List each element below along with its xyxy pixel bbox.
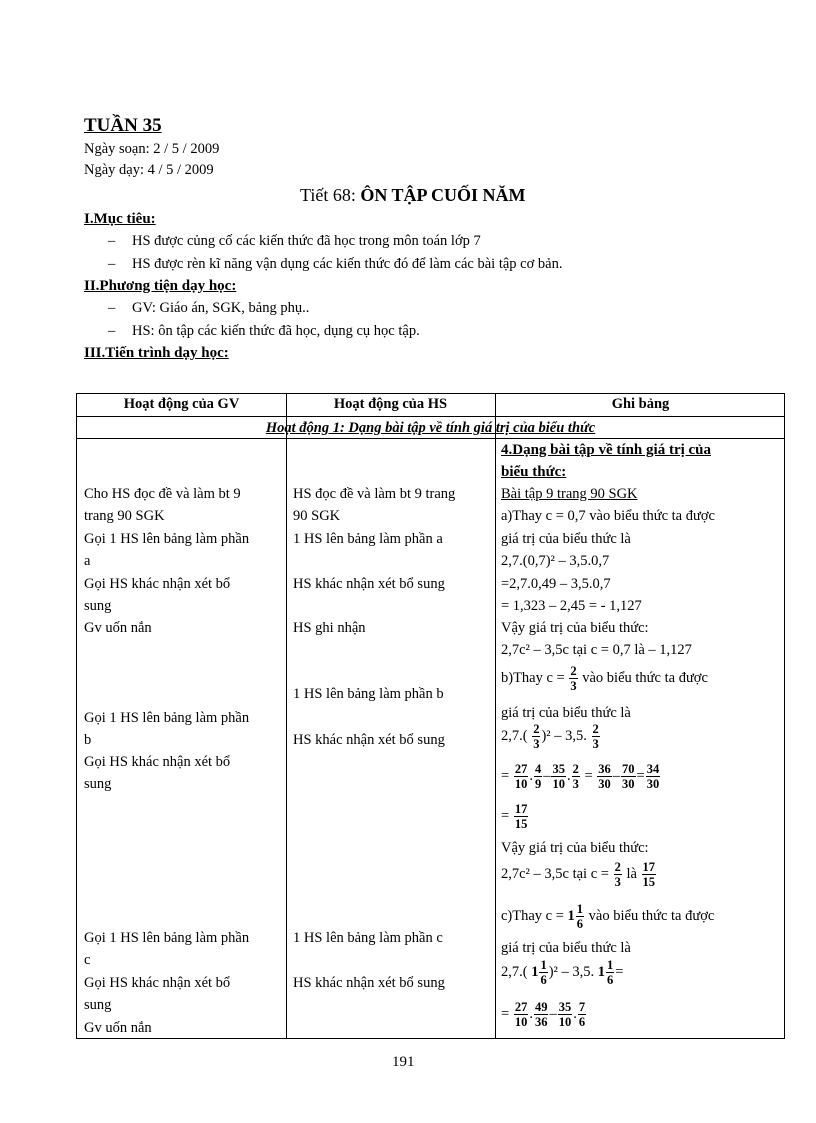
gv-text: Gọi HS khác nhận xét bổ	[84, 754, 231, 770]
hs-text: HS khác nhận xét bổ sung	[293, 975, 445, 991]
fraction: $\frac{2}{3}$	[533, 722, 540, 751]
board-heading: 4.Dạng bài tập về tính giá trị của	[501, 442, 712, 458]
board-line-c4: = $\frac{27}{10}$ . $\frac{49}{36}$ – $\frac{35}{10}$ . $\frac{7}{6}$	[501, 1000, 586, 1029]
fraction: $\frac{2}{3}$	[592, 722, 599, 751]
goals-heading: I.Mục tiêu:	[84, 211, 156, 227]
hs-text: 1 HS lên bảng làm phần c	[293, 930, 443, 946]
board-line-b1: b)Thay c = $\frac{2}{3}$ vào biểu thức ta được	[501, 664, 708, 693]
goal-item: – HS được củng cố các kiến thức đã học trong môn toán lớp 7	[108, 233, 481, 249]
material-item: – HS: ôn tập các kiến thức đã học, dụng cụ học tập.	[108, 323, 420, 339]
board-line: Vậy giá trị của biểu thức:	[501, 620, 649, 636]
week-title: TUẦN 35	[84, 115, 162, 136]
board-line: Vậy giá trị của biểu thức:	[501, 840, 649, 856]
board-heading: biểu thức:	[501, 464, 567, 480]
board-line: = 1,323 – 2,45 = - 1,127	[501, 598, 642, 614]
gv-text: Gv uốn nắn	[84, 1020, 152, 1036]
gv-text: a	[84, 553, 91, 569]
process-heading: III.Tiến trình dạy học:	[84, 345, 229, 361]
material-item: – GV: Giáo án, SGK, bảng phụ..	[108, 300, 310, 316]
board-line: 2,7c² – 3,5c tại c = 0,7 là – 1,127	[501, 642, 692, 658]
gv-text: c	[84, 952, 91, 968]
lesson-table	[76, 393, 785, 1039]
gv-text: trang 90 SGK	[84, 508, 165, 524]
board-line: giá trị của biểu thức là	[501, 705, 631, 721]
row-divider	[77, 416, 784, 417]
board-line-b7: 2,7c² – 3,5c tại c = $\frac{2}{3}$ là $\frac{17}{15}$	[501, 860, 656, 889]
hs-text: 90 SGK	[293, 508, 341, 524]
hs-text: 1 HS lên bảng làm phần b	[293, 686, 444, 702]
date-prepared: Ngày soạn: 2 / 5 / 2009	[84, 141, 220, 157]
page-number: 191	[392, 1054, 415, 1070]
hs-text: 1 HS lên bảng làm phần a	[293, 531, 443, 547]
goal-item: – HS được rèn kĩ năng vận dụng các kiến thức đó để làm các bài tập cơ bản.	[108, 256, 563, 272]
gv-text: sung	[84, 598, 112, 614]
board-line: 2,7.(0,7)² – 3,5.0,7	[501, 553, 610, 569]
gv-text: Gv uốn nắn	[84, 620, 152, 636]
gv-text: sung	[84, 776, 112, 792]
board-line-b3: 2,7.( $\frac{2}{3}$ )² – 3,5. $\frac{2}{3}$	[501, 722, 599, 751]
gv-text: Cho HS đọc đề và làm bt 9	[84, 486, 241, 502]
header-board: Ghi bảng	[611, 396, 670, 412]
date-taught: Ngày dạy: 4 / 5 / 2009	[84, 162, 214, 178]
hs-text: HS ghi nhận	[293, 620, 366, 636]
row-divider	[77, 438, 784, 439]
exercise-title: Bài tập 9 trang 90 SGK	[501, 486, 638, 502]
gv-text: Gọi HS khác nhận xét bổ	[84, 975, 231, 991]
header-gv: Hoạt động của GV	[123, 396, 240, 412]
board-line-b4: = $\frac{27}{10}$ . $\frac{4}{9}$ – $\frac{35}{10}$ . $\frac{2}{3}$ = $\frac{36}{30}$ – $\frac{70}{30}$ = $\frac{34}{30}$	[501, 762, 660, 791]
board-line-c1: c)Thay c = 1 $\frac{1}{6}$ vào biểu thức ta được	[501, 902, 715, 931]
gv-text: sung	[84, 997, 112, 1013]
activity-heading: Hoạt động 1: Dạng bài tập về tính giá trị của biểu thức	[265, 420, 596, 436]
board-line-c3: 2,7.( 1 $\frac{1}{6}$ )² – 3,5. 1 $\frac{1}{6}$ =	[501, 958, 624, 987]
column-divider	[286, 394, 287, 1038]
hs-text: HS khác nhận xét bổ sung	[293, 732, 445, 748]
gv-text: Gọi 1 HS lên bảng làm phần	[84, 930, 250, 946]
gv-text: Gọi 1 HS lên bảng làm phần	[84, 710, 250, 726]
materials-heading: II.Phương tiện dạy học:	[84, 278, 237, 294]
header-hs: Hoạt động của HS	[333, 396, 448, 412]
hs-text: HS khác nhận xét bổ sung	[293, 576, 445, 592]
hs-text: HS đọc đề và làm bt 9 trang	[293, 486, 456, 502]
board-line: giá trị của biểu thức là	[501, 531, 631, 547]
column-divider	[495, 394, 496, 1038]
gv-text: Gọi 1 HS lên bảng làm phần	[84, 531, 250, 547]
board-line: a)Thay c = 0,7 vào biểu thức ta được	[501, 508, 715, 524]
gv-text: Gọi HS khác nhận xét bổ	[84, 576, 231, 592]
board-line-b5: = $\frac{17}{15}$	[501, 802, 528, 831]
fraction: $\frac{2}{3}$	[570, 664, 577, 693]
gv-text: b	[84, 732, 92, 748]
board-line: giá trị của biểu thức là	[501, 940, 631, 956]
lesson-title: Tiết 68: ÔN TẬP CUỐI NĂM	[300, 185, 526, 205]
board-line: =2,7.0,49 – 3,5.0,7	[501, 576, 611, 592]
